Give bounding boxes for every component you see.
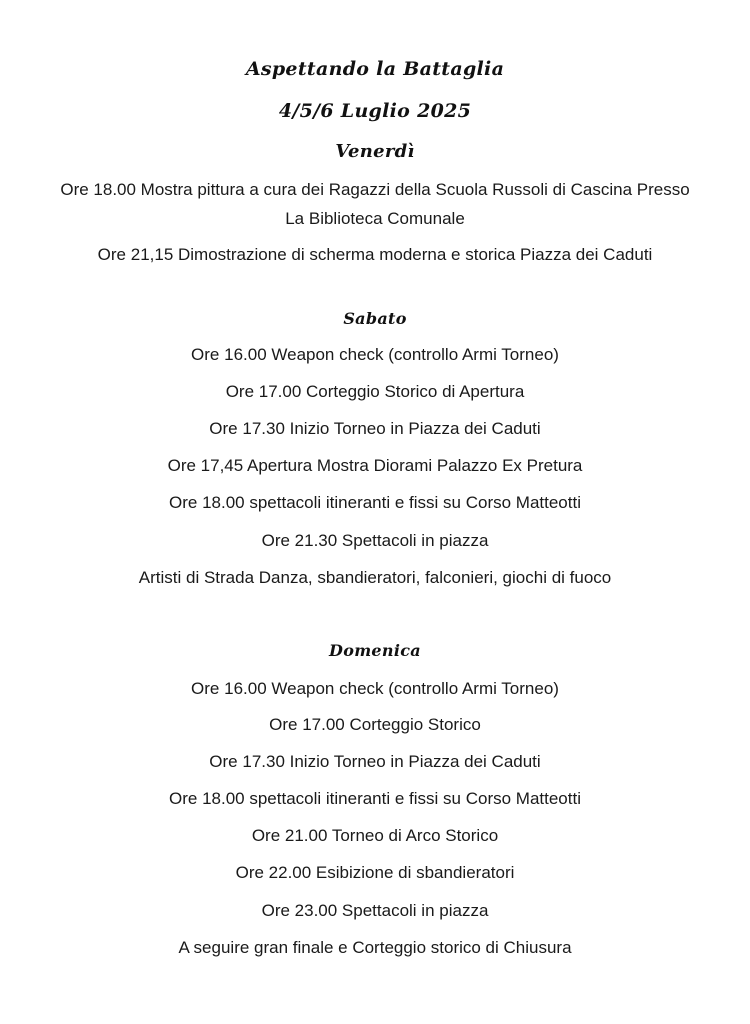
event-line: Ore 22.00 Esibizione di sbandieratori [235, 863, 515, 882]
event-line: Ore 17.00 Corteggio Storico di Apertura [225, 382, 525, 401]
page-title: Aspettando la Battaglia [245, 58, 505, 80]
event-line: Ore 21,15 Dimostrazione di scherma moderna e storica Piazza dei Caduti [97, 245, 653, 264]
event-line: Ore 21.00 Torneo di Arco Storico [251, 826, 499, 845]
event-line: Ore 17,45 Apertura Mostra Diorami Palazzo Ex Pretura [167, 456, 583, 475]
event-line: A seguire gran finale e Corteggio storico di Chiusura [178, 938, 572, 957]
event-line: Artisti di Strada Danza, sbandieratori, falconieri, giochi di fuoco [138, 568, 612, 587]
event-line: Ore 17.00 Corteggio Storico [269, 715, 481, 734]
event-dates: 4/5/6 Luglio 2025 [278, 100, 472, 122]
day-heading-venerdi: Venerdì [335, 141, 415, 162]
event-line: Ore 21.30 Spettacoli in piazza [261, 531, 489, 550]
day-heading-sabato: Sabato [343, 309, 407, 328]
event-line: Ore 16.00 Weapon check (controllo Armi Torneo) [191, 345, 559, 364]
event-line: Ore 23.00 Spettacoli in piazza [261, 901, 489, 920]
day-heading-domenica: Domenica [329, 641, 421, 660]
event-line: Ore 18.00 spettacoli itineranti e fissi su Corso Matteotti [169, 493, 581, 512]
event-line: Ore 18.00 Mostra pittura a cura dei Ragazzi della Scuola Russoli di Cascina Presso La Biblioteca Comunale [60, 180, 690, 228]
event-line: Ore 16.00 Weapon check (controllo Armi Torneo) [191, 679, 559, 698]
event-line: Ore 17.30 Inizio Torneo in Piazza dei Caduti [209, 419, 541, 438]
event-line: Ore 17.30 Inizio Torneo in Piazza dei Caduti [209, 752, 541, 771]
event-line: Ore 18.00 spettacoli itineranti e fissi su Corso Matteotti [169, 789, 581, 808]
